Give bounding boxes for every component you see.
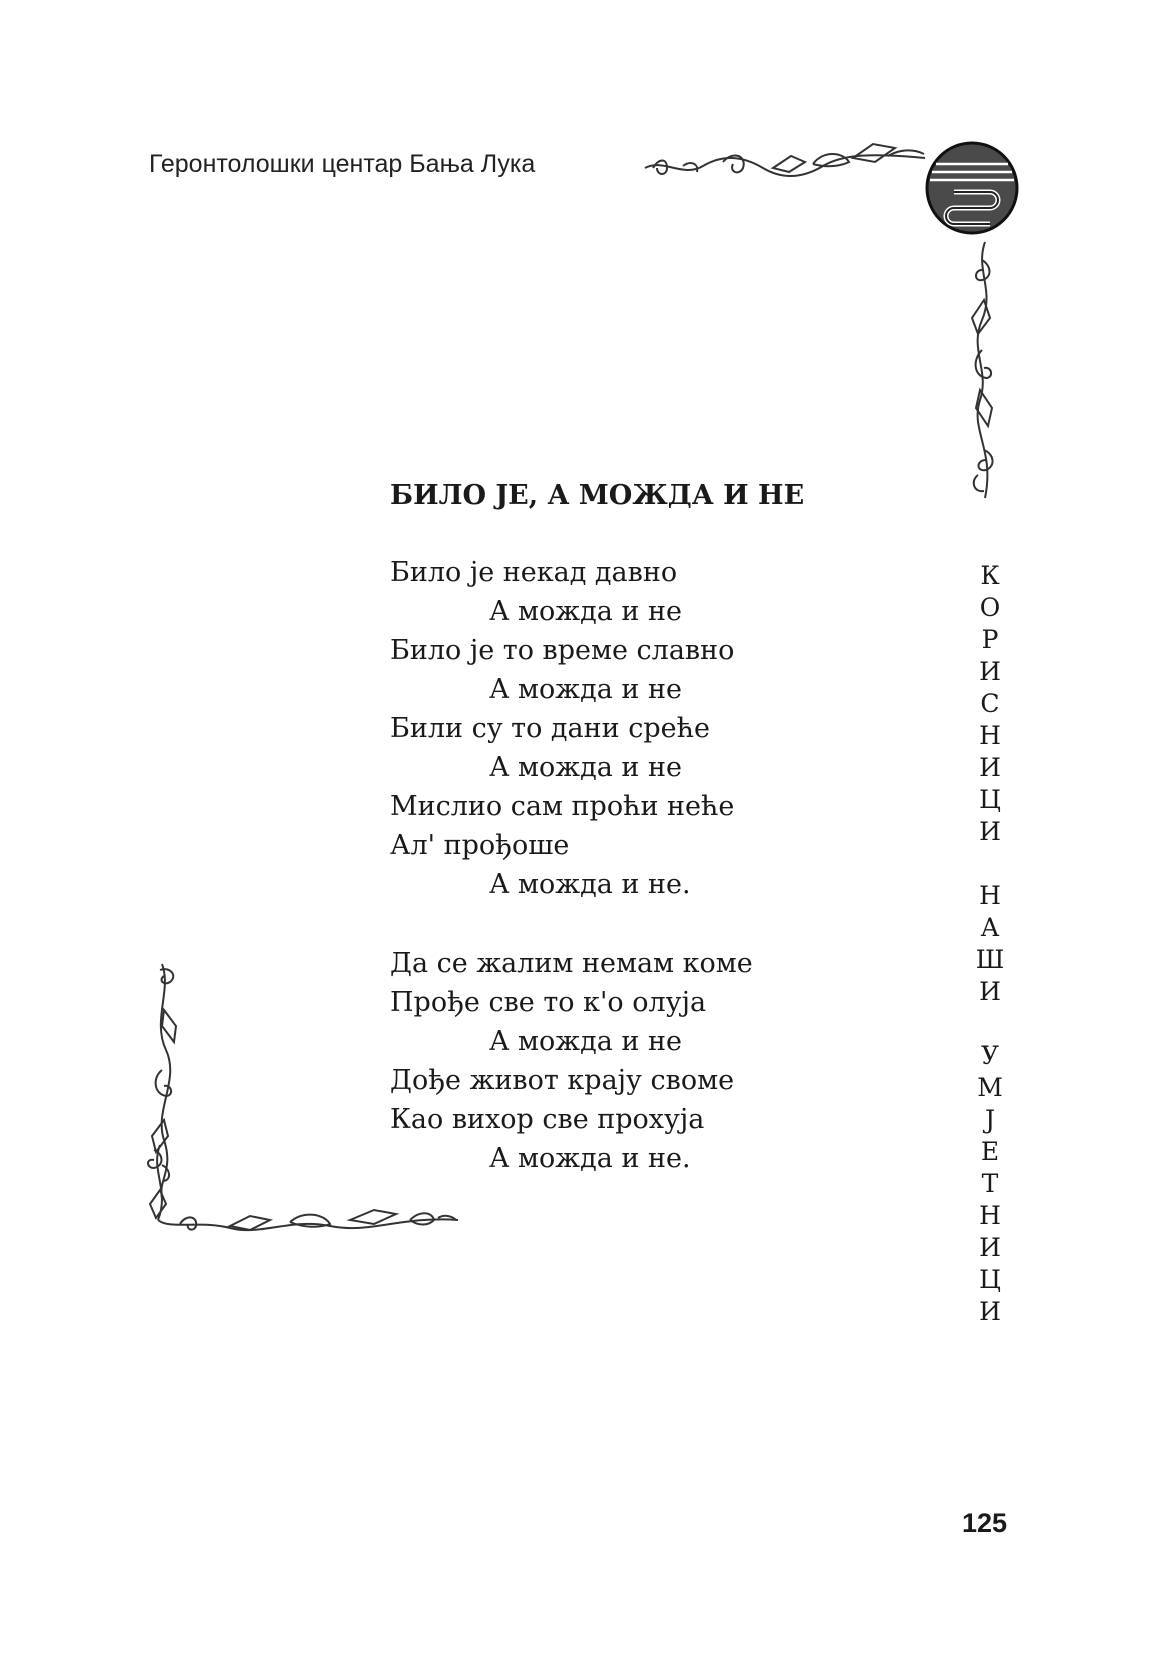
vertical-letter: Н <box>979 1201 1001 1230</box>
vertical-letter: К <box>980 561 1000 590</box>
vertical-letter: У <box>980 1041 1000 1070</box>
vertical-word-3 <box>975 1040 1005 1328</box>
vertical-letter: И <box>979 817 1001 846</box>
poem-line: Ал' прођоше <box>390 830 570 861</box>
poem-line: Прође све то к'о олуја <box>390 987 707 1018</box>
vertical-letter: И <box>979 977 1001 1006</box>
poem-line: Мислио сам проћи неће <box>390 791 735 822</box>
poem-title: БИЛО ЈЕ, А МОЖДА И НЕ <box>390 480 805 511</box>
vertical-word-1 <box>975 560 1005 848</box>
poem-line-refrain: А можда и не. <box>489 1143 691 1174</box>
vertical-letter: И <box>979 1297 1001 1326</box>
poem-line: Да се жалим немам коме <box>390 948 753 979</box>
gerontology-center-logo-icon <box>924 140 1020 236</box>
poem-line: Било је некад давно <box>390 557 678 588</box>
poem-line-refrain: А можда и не <box>489 752 682 783</box>
poem-line: Дође живот крају своме <box>390 1065 735 1096</box>
poem-line-refrain: А можда и не. <box>489 869 691 900</box>
stanza-gap <box>390 904 753 944</box>
vertical-letter: Н <box>979 881 1001 910</box>
running-header: Геронтолошки центар Бања Лука <box>149 150 536 178</box>
vertical-letter: И <box>979 1233 1001 1262</box>
poem-line: Били су то дани среће <box>390 713 710 744</box>
vertical-letter: Ј <box>984 1105 996 1134</box>
vertical-letter: Т <box>981 1169 999 1198</box>
vine-ornament-top-icon <box>643 138 928 188</box>
vertical-letter: А <box>980 913 1000 942</box>
vertical-letter: Ц <box>979 785 1001 814</box>
stanza-2 <box>390 944 753 1178</box>
stanza-1 <box>390 553 753 904</box>
vertical-letter: Е <box>980 1137 1000 1166</box>
vertical-letter: Р <box>981 625 999 654</box>
poem-line-refrain: А можда и не <box>489 674 682 705</box>
poem-line: Било је то време славно <box>390 635 735 666</box>
vertical-section-label <box>975 560 1005 1360</box>
vine-ornament-left-icon <box>140 960 190 1200</box>
vertical-letter: Ц <box>979 1265 1001 1294</box>
vertical-letter: О <box>979 593 1001 622</box>
vertical-letter: М <box>977 1073 1003 1102</box>
vertical-letter: Ш <box>975 945 1005 974</box>
poem-line-refrain: А можда и не <box>489 1026 682 1057</box>
poem-line-refrain: А можда и не <box>489 596 682 627</box>
poem-body <box>390 553 753 1178</box>
vertical-letter: С <box>980 689 1000 718</box>
vertical-letter: И <box>979 657 1001 686</box>
vertical-letter: Н <box>979 721 1001 750</box>
vertical-word-2 <box>975 880 1005 1008</box>
vine-ornament-right-icon <box>960 240 1010 500</box>
vertical-letter: И <box>979 753 1001 782</box>
page-number: 125 <box>962 1508 1008 1538</box>
poem-line: Као вихор све прохуја <box>390 1104 705 1135</box>
